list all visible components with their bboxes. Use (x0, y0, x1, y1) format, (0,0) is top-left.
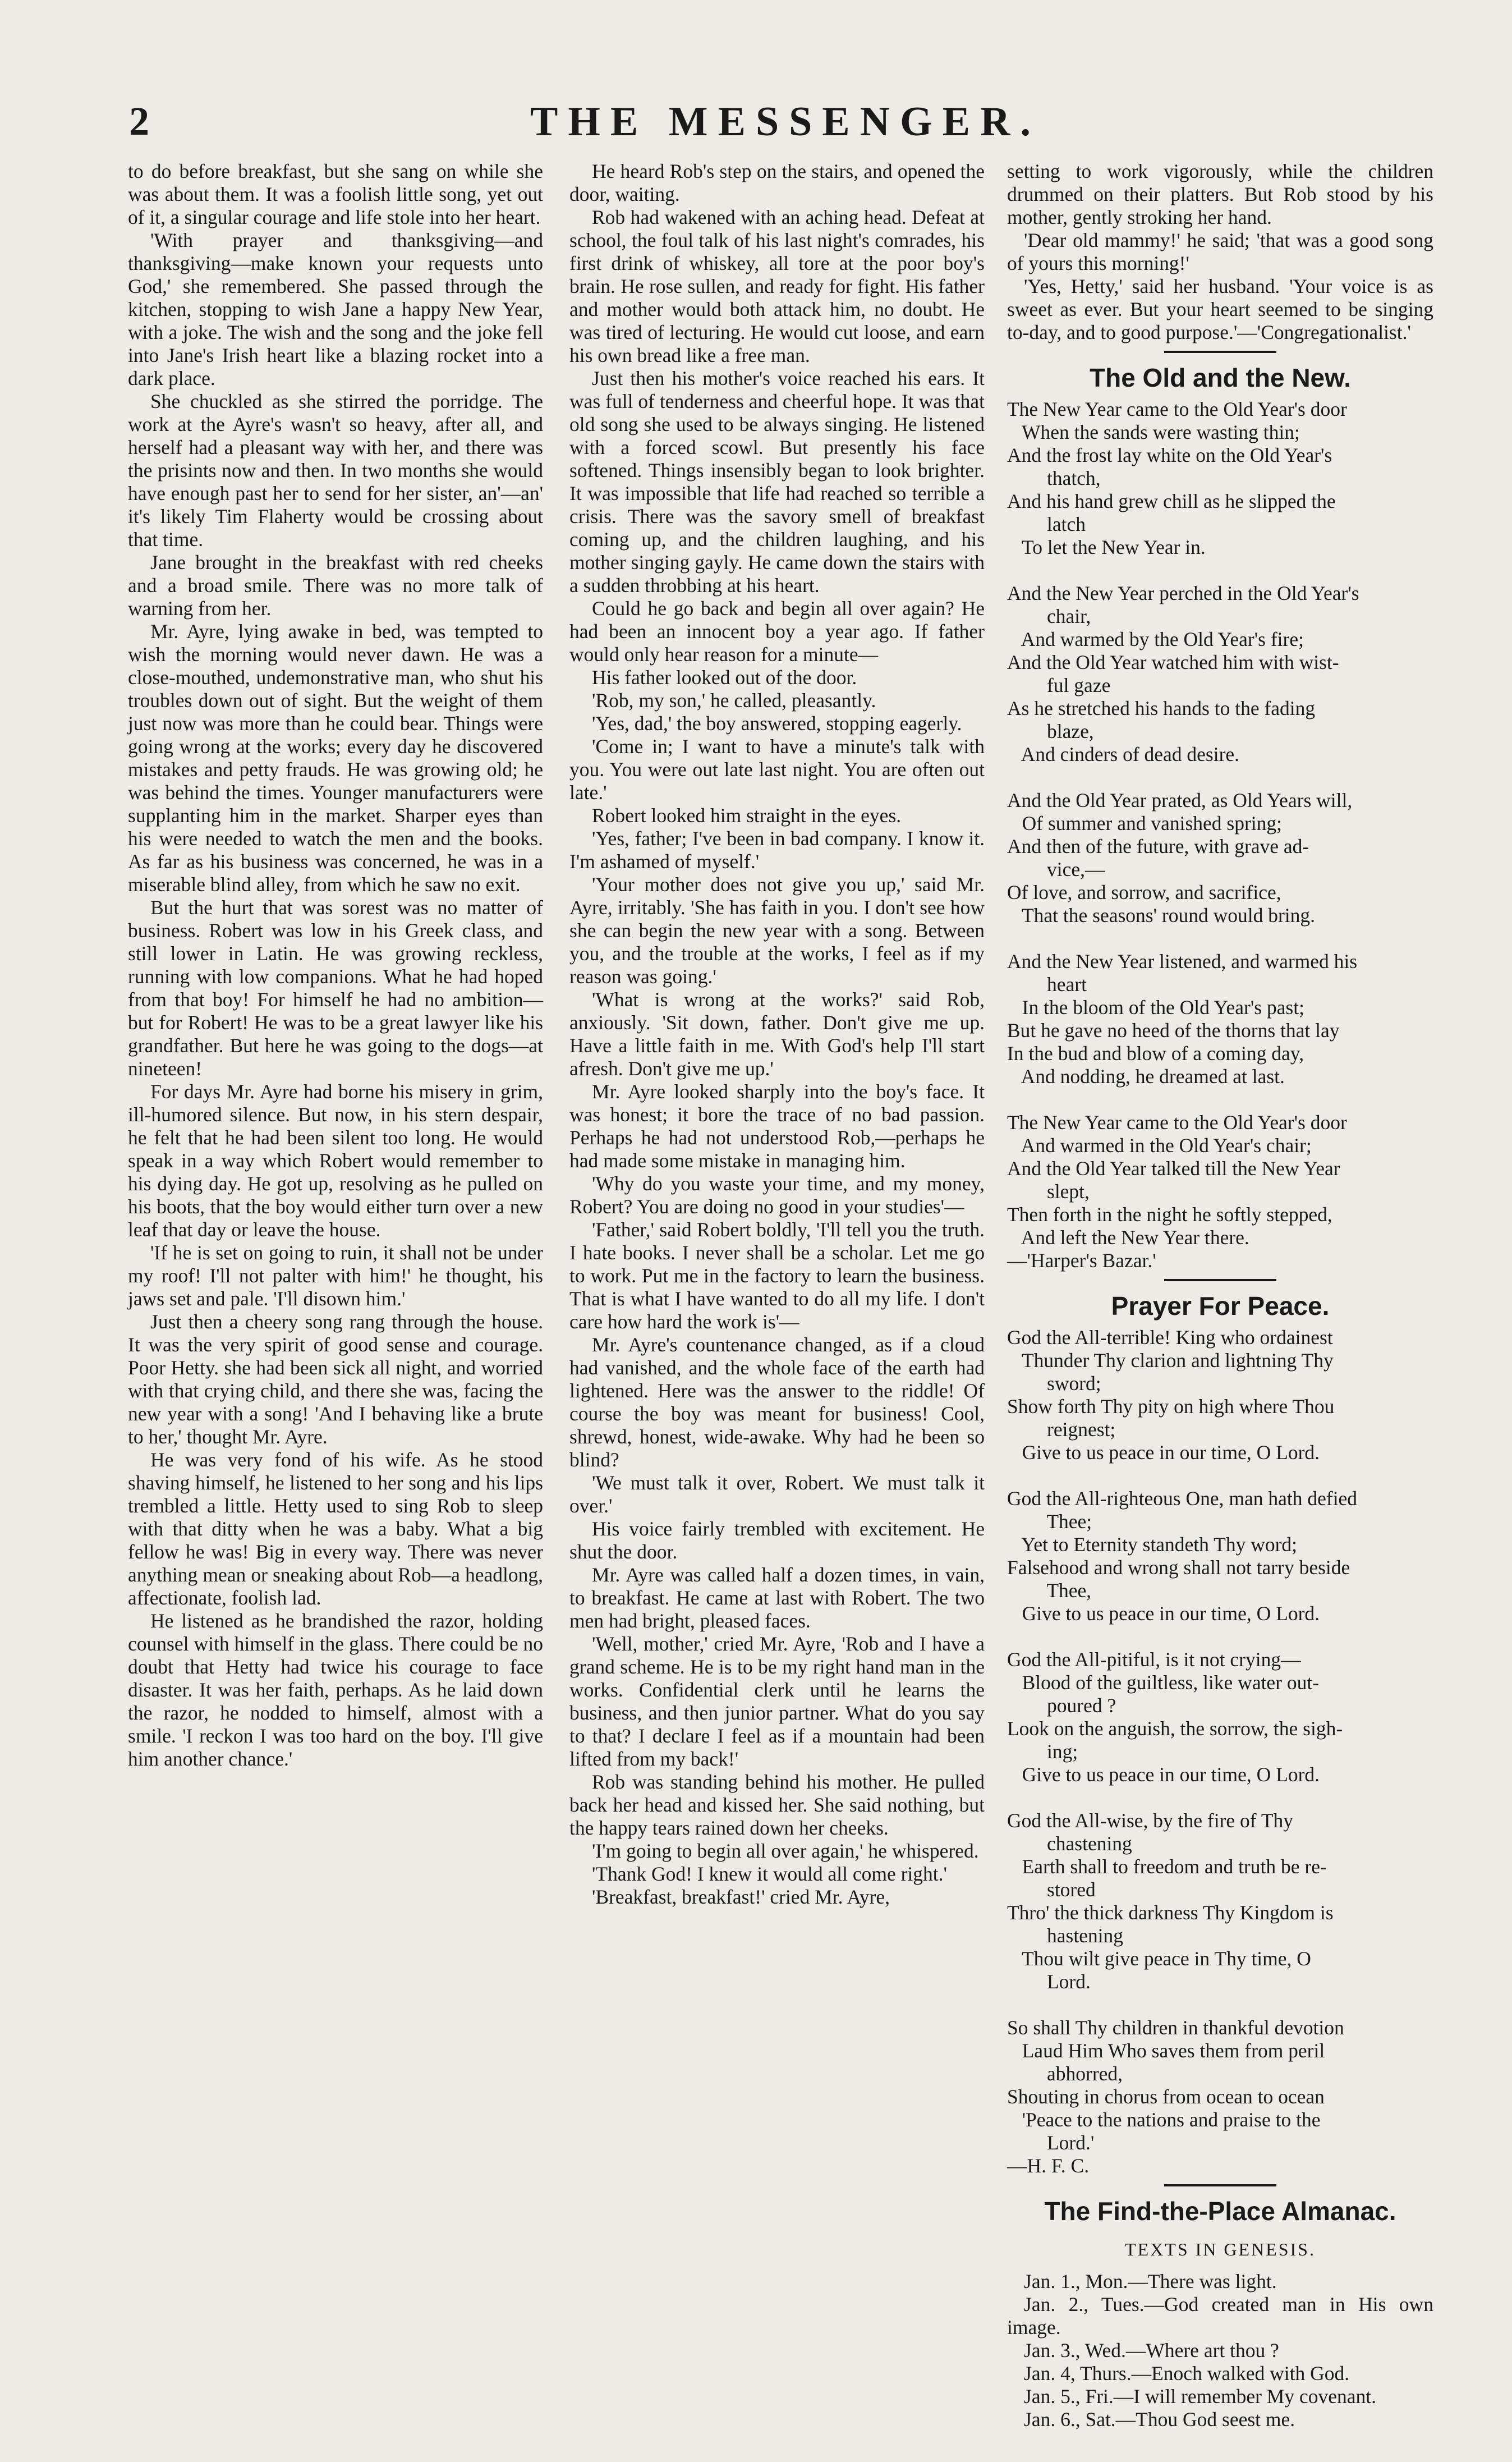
poem-line: Look on the anguish, the sorrow, the sigh- (1007, 1717, 1343, 1740)
paragraph: Rob had wakened with an aching head. Defeat at school, the foul talk of his last night's comrades, his first drink of whiskey, all tore at the poor boy's brain. He rose sullen, and ready for fight. His father and mother would both attack him, no doubt. He was tired of lecturing. He would cut loose, and earn his own bread like a free man. (569, 206, 985, 366)
almanac-subtitle: TEXTS IN GENESIS. (1125, 2239, 1316, 2259)
divider-rule (1164, 2184, 1276, 2186)
poem-title: Prayer For Peace. (1111, 1291, 1330, 1321)
poem-line: thatch, (1007, 467, 1101, 489)
paragraph: But the hurt that was sorest was no matter of business. Robert was low in his Greek class, and still lower in Latin. He was growing reckless, running with low companions. What he had hoped from that boy! For himself he had no ambition—but for Robert! He was to be a great lawyer like his grandfather. But here he was going to the dogs—at nineteen! (128, 896, 543, 1080)
paragraph: 'We must talk it over, Robert. We must talk it over.' (569, 1471, 985, 1517)
poem-line: And warmed in the Old Year's chair; (1007, 1134, 1312, 1157)
paragraph: Rob was standing behind his mother. He pulled back her head and kissed her. She said nothing, but the happy tears rained down her cheeks. (569, 1771, 985, 1839)
poem-line: And nodding, he dreamed at last. (1007, 1065, 1285, 1088)
stanza (1007, 1111, 1433, 1272)
paragraph: 'Father,' said Robert boldly, 'I'll tell you the truth. I hate books. I never shall be a scholar. Let me go to work. Put me in the factory to learn the business. That is what I have wanted to do all my life. I don't care how hard the work is'— (569, 1218, 985, 1333)
paragraph: 'Yes, dad,' the boy answered, stopping eagerly. (592, 712, 962, 735)
column-1 (128, 160, 543, 1771)
poem-line: vice,— (1007, 858, 1105, 881)
paragraph: 'If he is set on going to ruin, it shall not be under my roof! I'll not palter with him!' he thought, his jaws set and pale. 'I'll disown him.' (128, 1241, 543, 1310)
poem-attribution: —H. F. C. (1007, 2154, 1090, 2177)
paragraph: Robert looked him straight in the eyes. (592, 804, 902, 827)
paragraph: 'Your mother does not give you up,' said Mr. Ayre, irritably. 'She has faith in you. I don't see how she can begin the new year with a song. Between you, and the trouble at the works, I feel as if my reason was going.' (569, 873, 985, 988)
paragraph: 'Yes, father; I've been in bad company. I know it. I'm ashamed of myself.' (569, 827, 985, 873)
divider-rule (1164, 1279, 1276, 1281)
paragraph: He listened as he brandished the razor, holding counsel with himself in the glass. There could be no doubt that Hetty had twice his courage to face disaster. It was her faith, perhaps. As he laid down the razor, he nodded to himself, almost with a smile. 'I reckon I was too hard on the boy. I'll give him another chance.' (128, 1610, 543, 1770)
poem-line: God the All-wise, by the fire of Thy (1007, 1809, 1294, 1832)
paragraph: Could he go back and begin all over again? He had been an innocent boy a year ago. If father would only hear reason for a minute— (569, 597, 985, 666)
paragraph: His voice fairly trembled with excitement. He shut the door. (569, 1517, 985, 1563)
divider-rule (1164, 351, 1276, 353)
almanac-entry: Jan. 2., Tues.—God created man in His own image. (1007, 2293, 1433, 2339)
paragraph: Just then a cheery song rang through the house. It was the very spirit of good sense and courage. Poor Hetty. she had been sick all night, and worried with that crying child, and there she was, facing the new year with a song! 'And I behaving like a brute to her,' thought Mr. Ayre. (128, 1310, 543, 1448)
column-3 (1007, 160, 1433, 2431)
paragraph: 'Rob, my son,' he called, pleasantly. (592, 689, 876, 712)
poem-line: God the All-righteous One, man hath defied (1007, 1487, 1358, 1510)
poem-line: And the Old Year watched him with wist- (1007, 651, 1339, 673)
almanac-entry: Jan. 1., Mon.—There was light. (1024, 2270, 1277, 2293)
poem-line: And the Old Year prated, as Old Years will, (1007, 789, 1353, 812)
poem-line: heart (1007, 973, 1087, 996)
poem-line: 'Peace to the nations and praise to the (1007, 2108, 1321, 2131)
poem-line: And then of the future, with grave ad- (1007, 835, 1309, 858)
paragraph: He was very fond of his wife. As he stood shaving himself, he listened to her song and his lips trembled a little. Hetty used to sing Rob to sleep with that ditty when he was a baby. What a big fellow he was! Big in every way. There was never anything mean or sneaking about Rob—a headlong, affectionate, foolish lad. (128, 1448, 543, 1609)
stanza (1007, 582, 1433, 766)
paragraph: 'Thank God! I knew it would all come right.' (592, 1863, 947, 1885)
paragraph: Just then his mother's voice reached his ears. It was full of tenderness and cheerful hope. It was that old song she used to be always singing. He listened with a forced scowl. But presently his face softened. Things insensibly began to look brighter. It was impossible that life had reached so terrible a crisis. There was the savory smell of breakfast coming up, and the children laughing, and his mother singing gayly. He came down the stairs with a sudden throbbing at his heart. (569, 367, 985, 597)
poem-line: Give to us peace in our time, O Lord. (1007, 1441, 1320, 1464)
stanza (1007, 1809, 1433, 1993)
almanac-entry: Jan. 3., Wed.—Where art thou ? (1024, 2339, 1279, 2362)
poem-line: But he gave no heed of the thorns that lay (1007, 1019, 1340, 1042)
poem-line: Earth shall to freedom and truth be re- (1007, 1855, 1327, 1878)
poem-line: That the seasons' round would bring. (1007, 904, 1316, 927)
poem-old-and-new (1007, 398, 1433, 1272)
poem-line: And warmed by the Old Year's fire; (1007, 628, 1304, 650)
poem-attribution: —'Harper's Bazar.' (1007, 1249, 1156, 1272)
paragraph: Mr. Ayre looked sharply into the boy's face. It was honest; it bore the trace of no bad passion. Perhaps he had not understood Rob,—perhaps he had made some mistake in managing him. (569, 1080, 985, 1172)
paragraph: Jane brought in the breakfast with red cheeks and a broad smile. There was no more talk of warning from her. (128, 551, 543, 620)
stanza (1007, 789, 1433, 927)
paragraph: 'Well, mother,' cried Mr. Ayre, 'Rob and I have a grand scheme. He is to be my right hand man in the works. Confidential clerk until he learns the business, and then junior partner. What do you say to that? I declare I feel as if a mountain had been lifted from my back!' (569, 1633, 985, 1770)
poem-line: Of love, and sorrow, and sacrifice, (1007, 881, 1281, 904)
poem-line: abhorred, (1007, 2062, 1123, 2085)
paragraph: 'Dear old mammy!' he said; 'that was a good song of yours this morning!' (1007, 229, 1433, 274)
poem-line: poured ? (1007, 1694, 1116, 1717)
poem-line: God the All-terrible! King who ordainest (1007, 1326, 1333, 1349)
poem-line: Give to us peace in our time, O Lord. (1007, 1763, 1320, 1786)
poem-line: Lord.' (1007, 2131, 1095, 2154)
poem-line: slept, (1007, 1180, 1090, 1203)
page-header (129, 98, 1442, 149)
stanza (1007, 1487, 1433, 1625)
poem-line: ful gaze (1007, 674, 1111, 696)
poem-line: chastening (1007, 1832, 1132, 1855)
poem-line: Thro' the thick darkness Thy Kingdom is (1007, 1901, 1334, 1924)
page-number: 2 (129, 99, 149, 144)
paragraph: 'With prayer and thanksgiving—and thanksgiving—make known your requests unto God,' she remembered. She passed through the kitchen, stopping to wish Jane a happy New Year, with a joke. The wish and the song and the joke fell into Jane's Irish heart like a blazing rocket into a dark place. (128, 229, 543, 389)
paragraph: His father looked out of the door. (592, 666, 857, 689)
poem-line: And the New Year listened, and warmed his (1007, 950, 1358, 973)
paragraph: 'Come in; I want to have a minute's talk with you. You were out late last night. You are often out late.' (569, 735, 985, 804)
paragraph: Mr. Ayre's countenance changed, as if a cloud had vanished, and the whole face of the earth had lightened. Here was the answer to the riddle! Of course the boy was meant for business! Cool, shrewd, honest, wide-awake. Why had he been so blind? (569, 1333, 985, 1471)
stanza (1007, 398, 1433, 559)
poem-line: As he stretched his hands to the fading (1007, 697, 1316, 719)
poem-line: Give to us peace in our time, O Lord. (1007, 1602, 1320, 1625)
paragraph: Mr. Ayre was called half a dozen times, in vain, to breakfast. He came at last with Robert. The two men had bright, pleased faces. (569, 1564, 985, 1632)
poem-line: Shouting in chorus from ocean to ocean (1007, 2085, 1325, 2108)
poem-line: Blood of the guiltless, like water out- (1007, 1671, 1320, 1694)
poem-line: Thunder Thy clarion and lightning Thy (1007, 1349, 1334, 1372)
stanza (1007, 1326, 1433, 1464)
paragraph: to do before breakfast, but she sang on while she was about them. It was a foolish little song, yet out of it, a singular courage and life stole into her heart. (128, 160, 543, 228)
poem-line: And cinders of dead desire. (1007, 743, 1240, 765)
poem-line: Thee, (1007, 1579, 1092, 1602)
poem-line: Show forth Thy pity on high where Thou (1007, 1395, 1335, 1418)
poem-line: And the Old Year talked till the New Year (1007, 1157, 1340, 1180)
poem-line: Of summer and vanished spring; (1007, 812, 1283, 835)
poem-line: To let the New Year in. (1007, 536, 1206, 558)
poem-line: Then forth in the night he softly stepped, (1007, 1203, 1332, 1226)
stanza (1007, 2016, 1433, 2177)
poem-line: latch (1007, 513, 1086, 535)
poem-line: Laud Him Who saves them from peril (1007, 2039, 1325, 2062)
poem-line: blaze, (1007, 720, 1094, 742)
poem-title: The Old and the New. (1090, 363, 1351, 392)
poem-line: And the frost lay white on the Old Year's (1007, 444, 1332, 466)
poem-line: In the bud and blow of a coming day, (1007, 1042, 1304, 1065)
poem-line: And his hand grew chill as he slipped the (1007, 490, 1336, 512)
poem-line: When the sands were wasting thin; (1007, 421, 1300, 443)
poem-line: chair, (1007, 605, 1091, 627)
poem-line: ing; (1007, 1740, 1078, 1763)
almanac-title: The Find-the-Place Almanac. (1044, 2197, 1396, 2226)
poem-line: And the New Year perched in the Old Year's (1007, 582, 1359, 604)
paragraph: setting to work vigorously, while the children drummed on their platters. But Rob stood by his mother, gently stroking her hand. (1007, 160, 1433, 228)
poem-line: reignest; (1007, 1418, 1116, 1441)
poem-line: So shall Thy children in thankful devotion (1007, 2016, 1344, 2039)
paragraph: 'Why do you waste your time, and my money, Robert? You are doing no good in your studies'— (569, 1172, 985, 1218)
poem-line: hastening (1007, 1924, 1124, 1947)
poem-line: Thou wilt give peace in Thy time, O (1007, 1947, 1311, 1970)
poem-line: Yet to Eternity standeth Thy word; (1007, 1533, 1298, 1556)
almanac-entry: Jan. 5., Fri.—I will remember My covenant. (1024, 2385, 1377, 2408)
paragraph: 'Breakfast, breakfast!' cried Mr. Ayre, (592, 1886, 890, 1908)
stanza (1007, 1648, 1433, 1786)
poem-line: Thee; (1007, 1510, 1092, 1533)
poem-line: The New Year came to the Old Year's door (1007, 398, 1347, 420)
poem-line: God the All-pitiful, is it not crying— (1007, 1648, 1301, 1671)
poem-line: sword; (1007, 1372, 1101, 1395)
paragraph: 'Yes, Hetty,' said her husband. 'Your voice is as sweet as ever. But your heart seemed to be singing to-day, and to good purpose.'—'Congregationalist.' (1007, 275, 1433, 343)
almanac-list (1007, 2270, 1433, 2431)
paragraph: He heard Rob's step on the stairs, and opened the door, waiting. (569, 160, 985, 205)
poem-line: Falsehood and wrong shall not tarry beside (1007, 1556, 1350, 1579)
poem-line: The New Year came to the Old Year's door (1007, 1111, 1347, 1134)
poem-line: Lord. (1007, 1970, 1091, 1993)
paragraph: Mr. Ayre, lying awake in bed, was tempted to wish the morning would never dawn. He was a close-mouthed, undemonstrative man, who shut his troubles down out of sight. But the weight of them just now was more than he could bear. Things were going wrong at the works; every day he discovered mistakes and petty frauds. He was growing old; he was behind the times. Younger manufacturers were supplanting him in the market. Sharper eyes than his were needed to watch the men and the books. As far as his business was concerned, he was in a miserable blind alley, from which he saw no exit. (128, 620, 543, 896)
poem-line: In the bloom of the Old Year's past; (1007, 996, 1304, 1019)
masthead: THE MESSENGER. (530, 99, 1041, 145)
column-2 (569, 160, 985, 1909)
paragraph: For days Mr. Ayre had borne his misery in grim, ill-humored silence. But now, in his stern despair, he felt that he had been silent too long. He would speak in a way which Robert would remember to his dying day. He got up, resolving as he pulled on his boots, that the boy would either turn over a new leaf that day or leave the house. (128, 1080, 543, 1241)
almanac-entry: Jan. 6., Sat.—Thou God seest me. (1024, 2408, 1295, 2431)
paragraph: 'I'm going to begin all over again,' he whispered. (592, 1840, 979, 1862)
paragraph: 'What is wrong at the works?' said Rob, anxiously. 'Sit down, father. Don't give me up. Have a little faith in me. With God's help I'll start afresh. Don't give me up.' (569, 988, 985, 1080)
poem-line: And left the New Year there. (1007, 1226, 1249, 1249)
stanza (1007, 950, 1433, 1088)
poem-line: stored (1007, 1878, 1096, 1901)
almanac-entry: Jan. 4, Thurs.—Enoch walked with God. (1024, 2362, 1350, 2385)
paragraph: She chuckled as she stirred the porridge. The work at the Ayre's wasn't so heavy, after all, and herself had a pleasant way with her, and there was the prisints now and then. In two months she would have enough past her to send for her sister, an'—an' it's likely Tim Flaherty would be crossing about that time. (128, 390, 543, 551)
poem-prayer-for-peace (1007, 1326, 1433, 2177)
